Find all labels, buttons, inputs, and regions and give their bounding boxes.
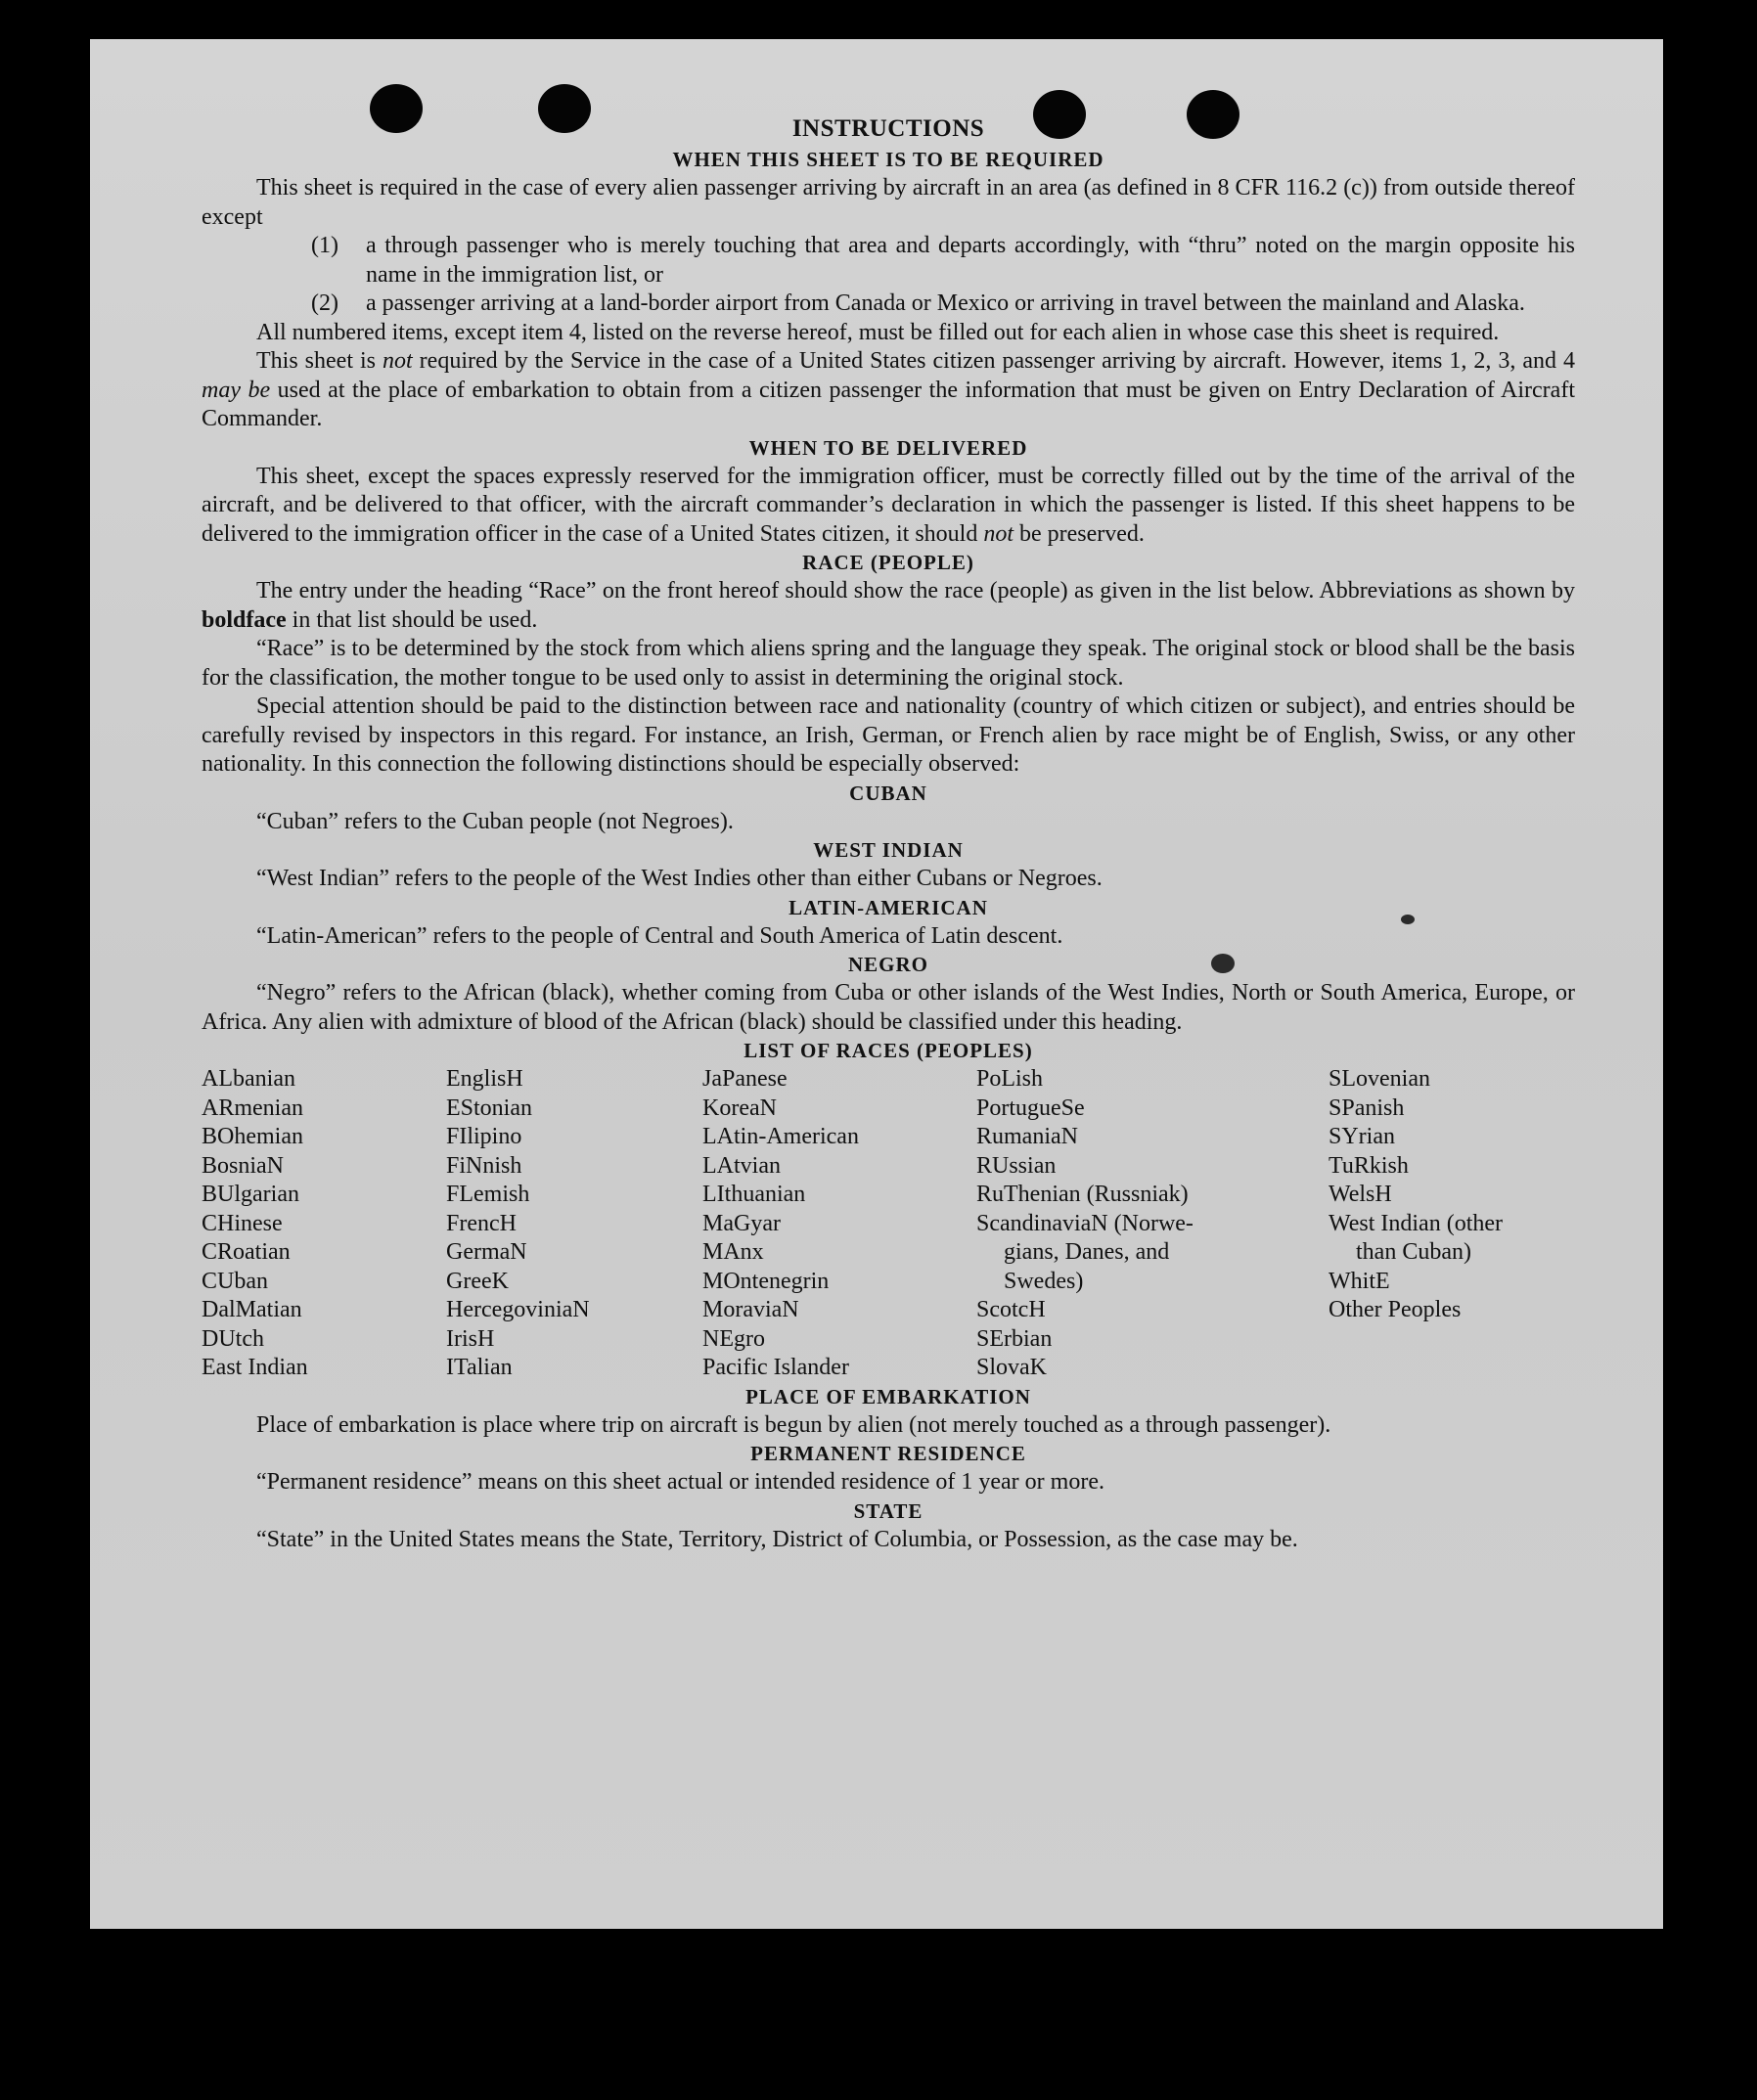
race-entry: West Indian (other	[1329, 1210, 1504, 1236]
heading-embarkation: PLACE OF EMBARKATION	[745, 1384, 1031, 1408]
race-entry: LAtin-American	[702, 1124, 859, 1149]
race-entry: ScandinaviaN (Norwe-	[976, 1210, 1194, 1236]
bold-text: boldface	[202, 606, 287, 633]
race-entry: KoreaN	[702, 1095, 777, 1121]
race-entry: NEgro	[702, 1325, 765, 1352]
race-entry: HercegoviniaN	[446, 1297, 590, 1322]
text-run: required by the Service in the case of a United States citizen passenger arriving by aircraft. However, items 1, 2, 3, and 4	[412, 348, 1575, 374]
paragraph: “Negro” refers to the African (black), whether coming from Cuba or other islands of the West Indies, North or South America, Europe, or Africa. Any alien with admixture of blood of the African (black) should be classified under this heading.	[202, 980, 1575, 1035]
race-entry: BosniaN	[202, 1152, 284, 1179]
paragraph: “Race” is to be determined by the stock from which aliens spring and the language they speak. The original stock or blood shall be the basis for the classification, the mother tongue to be used only to assist in determining the original stock.	[202, 636, 1575, 691]
race-entry: DalMatian	[202, 1297, 302, 1322]
instructions-text	[202, 112, 1575, 1554]
heading-west-indian: WEST INDIAN	[813, 838, 964, 862]
races-column	[202, 1065, 446, 1383]
race-entry: ITalian	[446, 1355, 513, 1380]
heading-when-delivered: WHEN TO BE DELIVERED	[748, 435, 1028, 460]
text-run: be preserved.	[1014, 520, 1145, 547]
paragraph: Special attention should be paid to the distinction between race and nationality (country of which citizen or subject), and entries should be carefully revised by inspectors in this regard. For instance, an Irish, German, or French alien by race might be of English, Swiss, or any other nationality. In this connection the following distinctions should be especially observed:	[202, 693, 1575, 777]
race-entry: RUssian	[976, 1152, 1057, 1179]
race-entry: ALbanian	[202, 1066, 295, 1092]
race-entry: SLovenian	[1329, 1066, 1430, 1092]
emphasis: not	[383, 348, 413, 374]
race-entry: RumaniaN	[976, 1124, 1078, 1149]
race-entry: gians, Danes, and	[1004, 1239, 1170, 1265]
race-entry: FLemish	[446, 1182, 530, 1207]
paragraph: “Cuban” refers to the Cuban people (not Negroes).	[256, 808, 734, 834]
text-run: used at the place of embarkation to obtain from a citizen passenger the information that must be given on Entry Declaration of Aircraft Commander.	[202, 377, 1575, 431]
race-entry: IrisH	[446, 1325, 495, 1352]
races-column	[446, 1065, 702, 1383]
race-entry: EStonian	[446, 1095, 532, 1121]
race-entry: LAtvian	[702, 1152, 781, 1179]
heading-latin-american: LATIN-AMERICAN	[788, 895, 988, 919]
race-entry: FIlipino	[446, 1124, 522, 1149]
paragraph	[202, 463, 1575, 550]
race-entry: MoraviaN	[702, 1297, 799, 1322]
paragraph	[202, 577, 1575, 635]
paragraph: “West Indian” refers to the people of the West Indies other than either Cubans or Negroes.	[256, 866, 1103, 891]
race-entry: EnglisH	[446, 1066, 523, 1092]
emphasis: may be	[202, 377, 271, 403]
race-entry: Pacific Islander	[702, 1355, 849, 1380]
race-entry: FrencH	[446, 1210, 517, 1236]
paragraph: All numbered items, except item 4, listed on the reverse hereof, must be filled out for each alien in whose case this sheet is required.	[256, 319, 1500, 345]
heading-state: STATE	[853, 1498, 924, 1523]
race-entry: MAnx	[702, 1239, 764, 1265]
race-entry: PoLish	[976, 1066, 1044, 1092]
text-run: in that list should be used.	[286, 606, 538, 633]
paragraph: Place of embarkation is place where trip on aircraft is begun by alien (not merely touched as a through passenger).	[256, 1411, 1331, 1438]
race-entry: than Cuban)	[1356, 1239, 1471, 1265]
race-entry: DUtch	[202, 1325, 264, 1352]
race-entry: LIthuanian	[702, 1182, 806, 1207]
race-entry: ScotcH	[976, 1297, 1046, 1322]
race-entry: WelsH	[1329, 1182, 1392, 1207]
paragraph: “Permanent residence” means on this sheet actual or intended residence of 1 year or more.	[256, 1469, 1104, 1495]
race-entry: RuThenian (Russniak)	[976, 1182, 1189, 1207]
race-entry: TuRkish	[1329, 1152, 1409, 1179]
races-column	[976, 1065, 1329, 1383]
race-entry: FiNnish	[446, 1152, 522, 1179]
item-text: a through passenger who is merely touching that area and departs accordingly, with “thru” noted on the margin opposite his name in the immigration list, or	[366, 233, 1575, 288]
race-entry: GermaN	[446, 1239, 527, 1265]
race-entry: MOntenegrin	[702, 1268, 830, 1294]
page-title: INSTRUCTIONS	[791, 115, 985, 142]
list-item	[311, 232, 1575, 290]
race-entry: Other Peoples	[1329, 1297, 1462, 1322]
race-entry: SErbian	[976, 1325, 1053, 1352]
heading-race: RACE (PEOPLE)	[802, 551, 974, 574]
heading-negro: NEGRO	[847, 953, 928, 976]
text-run: The entry under the heading “Race” on the front hereof should show the race (people) as given in the list below. Abbreviations as shown by	[256, 578, 1575, 603]
race-entry: CRoatian	[202, 1239, 291, 1265]
race-entry: ARmenian	[202, 1095, 303, 1121]
race-entry: PortugueSe	[976, 1095, 1085, 1121]
races-column	[1329, 1065, 1575, 1383]
race-entry: WhitE	[1329, 1268, 1390, 1294]
emphasis: not	[983, 520, 1014, 547]
item-text: a passenger arriving at a land-border airport from Canada or Mexico or arriving in travel between the mainland and Alaska.	[366, 290, 1525, 316]
race-entry: SlovaK	[976, 1355, 1047, 1380]
races-column	[702, 1065, 976, 1383]
race-entry: GreeK	[446, 1268, 509, 1294]
list-item	[311, 290, 1575, 319]
item-number: (2)	[311, 290, 338, 316]
race-entry: East Indian	[202, 1355, 308, 1380]
heading-when-required: WHEN THIS SHEET IS TO BE REQUIRED	[672, 148, 1104, 171]
races-list	[202, 1065, 1575, 1383]
text-run: This sheet is	[256, 348, 383, 374]
heading-list-of-races: LIST OF RACES (PEOPLES)	[743, 1039, 1033, 1062]
race-entry: BOhemian	[202, 1124, 303, 1149]
paragraph: “State” in the United States means the State, Territory, District of Columbia, or Possession, as the case may be.	[256, 1526, 1298, 1552]
paragraph: This sheet is required in the case of every alien passenger arriving by aircraft in an area (as defined in 8 CFR 116.2 (c)) from outside thereof except	[202, 175, 1575, 230]
race-entry: CHinese	[202, 1210, 283, 1236]
paragraph: “Latin-American” refers to the people of Central and South America of Latin descent.	[256, 922, 1063, 949]
heading-residence: PERMANENT RESIDENCE	[750, 1442, 1026, 1465]
race-entry: SPanish	[1329, 1095, 1405, 1121]
race-entry: JaPanese	[702, 1066, 788, 1092]
text-run: This sheet, except the spaces expressly reserved for the immigration officer, must be correctly filled out by the time of the arrival of the aircraft, and be delivered to that officer, with the aircraft commander’s declaration in which the passenger is listed. If this sheet happens to be delivered to the immigration officer in the case of a United States citizen, it should	[202, 463, 1575, 547]
paragraph	[202, 347, 1575, 434]
race-entry: CUban	[202, 1268, 268, 1294]
race-entry: MaGyar	[702, 1210, 781, 1236]
race-entry: BUlgarian	[202, 1182, 299, 1207]
heading-cuban: CUBAN	[849, 781, 927, 805]
race-entry: Swedes)	[1004, 1268, 1084, 1294]
item-number: (1)	[311, 233, 338, 258]
race-entry: SYrian	[1329, 1124, 1395, 1149]
